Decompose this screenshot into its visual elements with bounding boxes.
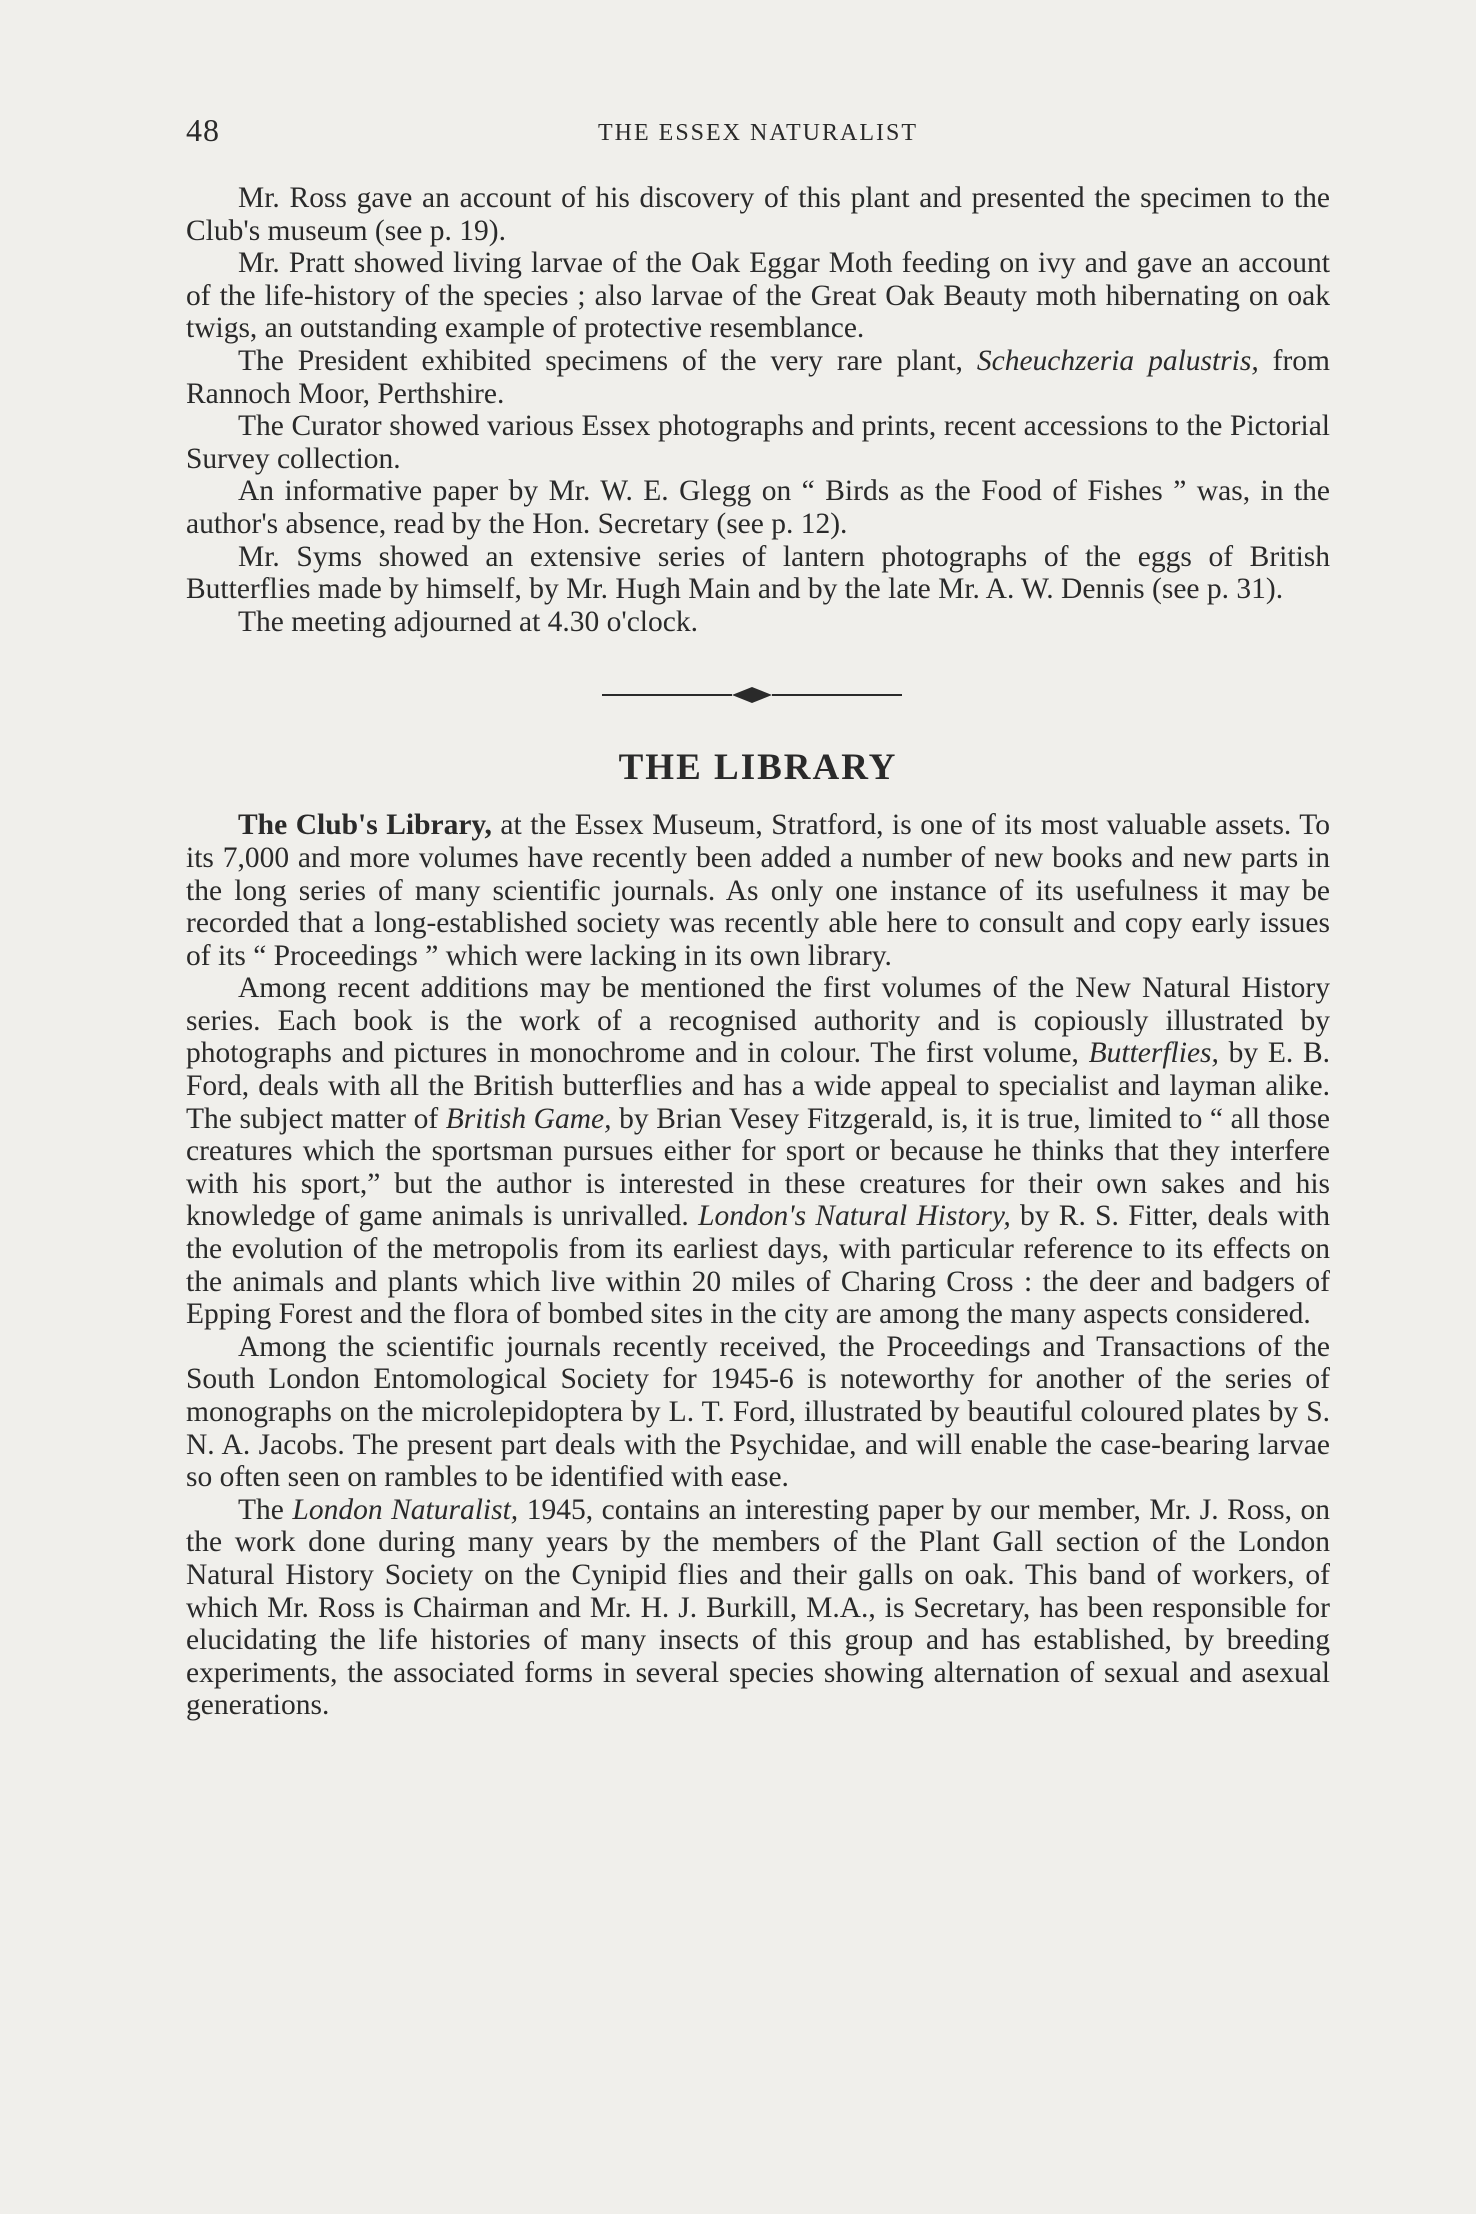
paragraph — [186, 809, 1330, 972]
section-title: THE LIBRARY — [618, 747, 898, 789]
paragraph — [186, 1494, 1330, 1722]
section-divider — [186, 670, 1330, 720]
meeting-report — [186, 182, 1330, 638]
paragraph: Among the scientific journals recently received, the Proceedings and Transactions of the South London Entomological Society for 1945-6 is noteworthy for another of the series of monographs on the microlepidoptera by L. T. Ford, illustrated by beautiful coloured plates by S. N. A. Jacobs. The present part deals with the Psychidae, and will enable the case-bearing larvae so often seen on rambles to be identified with ease. — [186, 1330, 1330, 1494]
journal-title: London Naturalist, — [292, 1493, 519, 1526]
book-title: London's Natural History, — [698, 1200, 1011, 1233]
paragraph: Mr. Pratt showed living larvae of the Oak Eggar Moth feeding on ivy and gave an account of the life-history of the species ; also larvae of the Great Oak Beauty moth hibernating on oak twigs, an outstanding example of protective resemblance. — [186, 247, 1330, 345]
paragraph — [186, 345, 1330, 410]
text-run: 1945, contains an interesting paper by our member, Mr. J. Ross, on the work done during many years by the members of the Plant Gall section of the London Natural History Society on the Cynipid flies and their galls on oak. This band of workers, of which Mr. Ross is Chairman and Mr. H. J. Burkill, M.A., is Secretary, has been responsible for elucidating the life histories of many insects of this group and has established, by breeding experiments, the associated forms in several species showing alternation of sexual and asexual generations. — [186, 1493, 1330, 1722]
text-run: at the Essex Museum, Stratford, is one of its most valuable assets. To its 7,000 and more volumes have recently been added a number of new books and new parts in the long series of many scientific journals. As only one instance of its usefulness it may be recorded that a long-established society was recently able here to consult and copy early issues of its “ Proceedings ” which were lacking in its own library. — [186, 809, 1330, 972]
text-run: Among recent additions may be mentioned the first volumes of the New Natural History series. Each book is the work of a recognised authority and is copiously illustrated by photographs and pictures in monochrome and in colour. The first volume, — [186, 972, 1330, 1070]
text-run: The President exhibited specimens of the very rare plant, — [238, 344, 977, 377]
library-section — [186, 809, 1330, 1722]
running-head — [186, 112, 1330, 160]
running-title: THE ESSEX NATURALIST — [598, 120, 918, 146]
text-run: from Rannoch Moor, Perthshire. — [186, 344, 1330, 410]
page-number: 48 — [186, 112, 220, 148]
ornament-icon — [602, 680, 902, 710]
lead-in: The Club's Library, — [238, 809, 492, 842]
paragraph: The Curator showed various Essex photographs and prints, recent accessions to the Pictorial Survey collection. — [186, 410, 1330, 475]
text-run: The — [238, 1493, 293, 1526]
book-title: Butterflies, — [1088, 1037, 1219, 1070]
book-title: British Game, — [445, 1102, 612, 1135]
paragraph: The meeting adjourned at 4.30 o'clock. — [238, 605, 698, 638]
text-run: by Brian Vesey Fitzgerald, is, it is true, limited to “ all those creatures which the sportsman pursues either for sport or because he thinks that they interfere with his sport,” but the author is interested in these creatures for their own sakes and his knowledge of game animals is unrivalled. — [186, 1102, 1330, 1233]
paragraph: An informative paper by Mr. W. E. Glegg on “ Birds as the Food of Fishes ” was, in the author's absence, read by the Hon. Secretary (see p. 12). — [186, 475, 1330, 540]
paragraph: Mr. Ross gave an account of his discovery of this plant and presented the specimen to the Club's museum (see p. 19). — [186, 182, 1330, 247]
text-run: by E. B. Ford, deals with all the British butterflies and has a wide appeal to specialist and layman alike. The subject matter of — [186, 1037, 1330, 1135]
species-name: Scheuchzeria palustris, — [976, 344, 1259, 377]
text-run: by R. S. Fitter, deals with the evolution of the metropolis from its earliest days, with particular reference to its effects on the animals and plants which live within 20 miles of Charing Cross : the deer and badgers of Epping Forest and the flora of bombed sites in the city are among the many aspects considered. — [186, 1200, 1330, 1331]
paragraph — [186, 972, 1330, 1331]
paragraph: Mr. Syms showed an extensive series of lantern photographs of the eggs of British Butterflies made by himself, by Mr. Hugh Main and by the late Mr. A. W. Dennis (see p. 31). — [186, 540, 1330, 606]
page — [186, 112, 1330, 1722]
